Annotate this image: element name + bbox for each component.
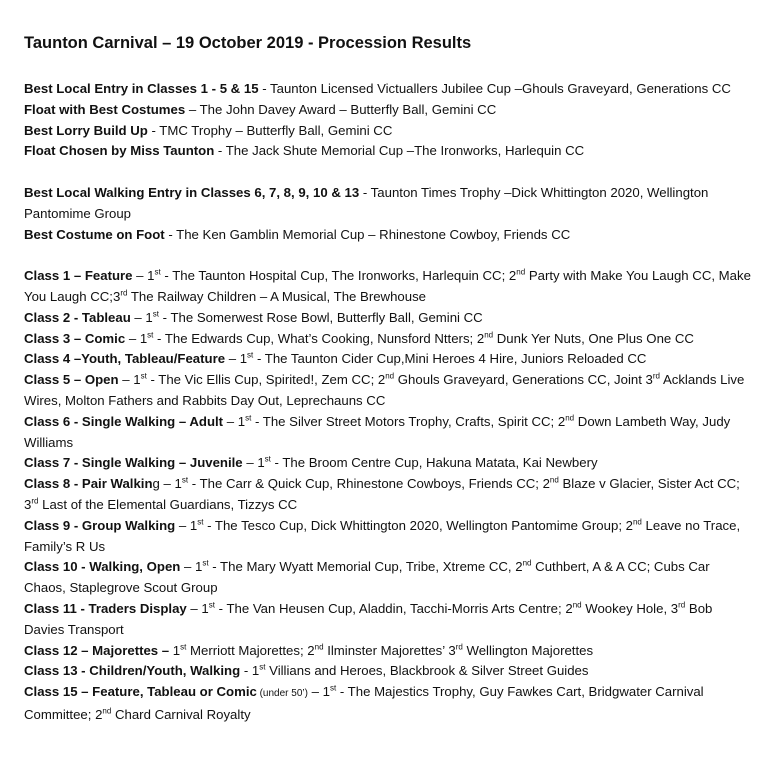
award-label: Float with Best Costumes bbox=[24, 101, 186, 117]
label-trailing-letter: g bbox=[152, 476, 160, 492]
result-text: – 1 bbox=[180, 559, 203, 575]
ordinal-suffix: nd bbox=[385, 371, 395, 381]
result-text: Chard Carnival Royalty bbox=[111, 706, 251, 722]
class-entry bbox=[24, 557, 752, 599]
result-text: Dunk Yer Nuts, One Plus One CC bbox=[493, 330, 694, 346]
class-entry bbox=[24, 329, 752, 350]
result-text: – 1 bbox=[223, 413, 246, 429]
result-text: Wookey Hole, 3 bbox=[581, 600, 679, 616]
class-entry bbox=[24, 682, 752, 726]
award-text: - The Ken Gamblin Memorial Cup – Rhinestone Cowboy, Friends CC bbox=[164, 226, 571, 242]
result-text: – 1 bbox=[225, 351, 248, 367]
result-text: Party with Make You Laugh CC, Make You Laugh CC;3 bbox=[24, 268, 751, 304]
ordinal-suffix: nd bbox=[314, 642, 324, 652]
result-text: – 1 bbox=[118, 372, 141, 388]
result-text: 1 bbox=[169, 642, 181, 658]
result-text: – 1 bbox=[307, 684, 330, 700]
document-title: Taunton Carnival – 19 October 2019 - Procession Results bbox=[24, 34, 472, 52]
ordinal-suffix: st bbox=[197, 517, 204, 527]
award-text: - TMC Trophy – Butterfly Ball, Gemini CC bbox=[147, 122, 393, 138]
award-entry bbox=[24, 141, 752, 162]
class-label: Class 3 – Comic bbox=[24, 330, 126, 346]
ordinal-suffix: nd bbox=[565, 413, 575, 423]
class-label: Class 2 - Tableau bbox=[24, 309, 131, 325]
result-text: Villians and Heroes, Blackbrook & Silver Street Guides bbox=[265, 663, 589, 679]
ordinal-suffix: st bbox=[264, 454, 271, 464]
ordinal-suffix: st bbox=[245, 413, 252, 423]
class-label: Class 6 - Single Walking – Adult bbox=[24, 413, 224, 429]
ordinal-suffix: nd bbox=[522, 558, 532, 568]
class-label: Class 7 - Single Walking – Juvenile bbox=[24, 455, 243, 471]
class-entry bbox=[24, 266, 752, 308]
ordinal-suffix: rd bbox=[31, 496, 39, 506]
class-size-note: (under 50’) bbox=[256, 688, 308, 700]
result-text: – 1 bbox=[186, 600, 209, 616]
result-text: Bob Davies Transport bbox=[24, 600, 713, 637]
result-text: - The Mary Wyatt Memorial Cup, Tribe, Xtreme CC, 2 bbox=[208, 559, 523, 575]
class-entry bbox=[24, 599, 752, 641]
class-entry bbox=[24, 516, 752, 558]
award-entry bbox=[24, 100, 752, 121]
award-label: Best Local Walking Entry in Classes 6, 7, 8, 9, 10 & 13 bbox=[24, 184, 360, 200]
ordinal-suffix: st bbox=[329, 683, 337, 693]
result-text: – 1 bbox=[130, 309, 153, 325]
ordinal-suffix: st bbox=[208, 600, 215, 610]
class-label: Class 5 – Open bbox=[24, 372, 119, 388]
result-text: - The Taunton Hospital Cup, The Ironworks, Harlequin CC; 2 bbox=[160, 268, 517, 284]
ordinal-suffix: rd bbox=[455, 642, 463, 652]
class-label: Class 8 - Pair Walkin bbox=[24, 476, 153, 492]
result-text: - The Majestics Trophy, Guy Fawkes Cart, Bridgwater Carnival Committee; 2 bbox=[24, 684, 704, 722]
award-text: - Taunton Times Trophy –Dick Whittington 2020, Wellington Pantomime Group bbox=[24, 184, 709, 221]
result-text: – 1 bbox=[125, 330, 148, 346]
class-label: Class 9 - Group Walking bbox=[24, 517, 176, 533]
ordinal-suffix: nd bbox=[549, 475, 559, 485]
award-entry bbox=[24, 121, 752, 142]
result-text: – 1 bbox=[159, 476, 182, 492]
award-text: - The Jack Shute Memorial Cup –The Ironworks, Harlequin CC bbox=[214, 143, 585, 159]
result-text: – 1 bbox=[175, 517, 198, 533]
result-text: Blaze v Glacier, Sister Act CC; 3 bbox=[24, 476, 740, 512]
ordinal-suffix: nd bbox=[572, 600, 582, 610]
ordinal-suffix: st bbox=[152, 309, 159, 319]
result-text: – 1 bbox=[132, 268, 155, 284]
ordinal-suffix: st bbox=[154, 267, 161, 277]
section-gap bbox=[24, 245, 752, 266]
class-label: Class 13 - Children/Youth, Walking bbox=[24, 663, 241, 679]
ordinal-suffix: st bbox=[181, 475, 189, 485]
ordinal-suffix: rd bbox=[120, 288, 128, 298]
class-entry bbox=[24, 661, 752, 682]
class-label: Class 4 –Youth, Tableau/Feature bbox=[24, 351, 226, 367]
ordinal-suffix: st bbox=[259, 662, 266, 672]
ordinal-suffix: st bbox=[180, 642, 187, 652]
class-label: Class 11 - Traders Display bbox=[24, 600, 187, 616]
class-label: Class 1 – Feature bbox=[24, 268, 133, 284]
ordinal-suffix: st bbox=[140, 371, 147, 381]
class-label: Class 10 - Walking, Open bbox=[24, 559, 181, 575]
award-label: Best Costume on Foot bbox=[24, 226, 165, 242]
ordinal-suffix: st bbox=[247, 350, 254, 360]
result-text: Ilminster Majorettes’ 3 bbox=[323, 642, 456, 658]
result-text: Leave no Trace, Family’s R Us bbox=[24, 517, 741, 554]
result-text: - 1 bbox=[240, 663, 260, 679]
class-entry bbox=[24, 412, 752, 454]
award-label: Best Lorry Build Up bbox=[24, 122, 148, 138]
class-label: Class 12 – Majorettes – bbox=[24, 642, 170, 658]
result-text: - The Carr & Quick Cup, Rhinestone Cowboys, Friends CC; 2 bbox=[188, 476, 550, 492]
result-text: - The Broom Centre Cup, Hakuna Matata, Kai Newbery bbox=[270, 455, 598, 471]
award-text: - Taunton Licensed Victuallers Jubilee Cup –Ghouls Graveyard, Generations CC bbox=[258, 81, 731, 96]
result-text: - The Somerwest Rose Bowl, Butterfly Ball, Gemini CC bbox=[159, 309, 483, 325]
result-text: - The Edwards Cup, What’s Cooking, Nunsford Ntters; 2 bbox=[153, 330, 485, 346]
class-entry bbox=[24, 641, 752, 662]
ordinal-suffix: nd bbox=[102, 706, 112, 716]
result-text: Merriott Majorettes; 2 bbox=[186, 642, 315, 658]
class-entry bbox=[24, 474, 752, 516]
award-text: – The John Davey Award – Butterfly Ball, Gemini CC bbox=[185, 101, 497, 117]
class-entry bbox=[24, 349, 752, 370]
award-entry bbox=[24, 183, 752, 225]
result-text: - The Tesco Cup, Dick Whittington 2020, Wellington Pantomime Group; 2 bbox=[203, 517, 633, 533]
ordinal-suffix: st bbox=[147, 330, 154, 340]
class-entry bbox=[24, 370, 752, 412]
result-text: – 1 bbox=[242, 455, 265, 471]
section-gap bbox=[24, 162, 752, 183]
award-entry bbox=[24, 225, 752, 246]
result-text: - The Vic Ellis Cup, Spirited!, Zem CC; 2 bbox=[146, 372, 386, 388]
result-text: Down Lambeth Way, Judy Williams bbox=[24, 413, 731, 450]
result-text: Acklands Live Wires, Molton Fathers and Rabbits Day Out, Leprechauns CC bbox=[24, 372, 745, 408]
class-entry bbox=[24, 308, 752, 329]
result-text: Ghouls Graveyard, Generations CC, Joint 3 bbox=[394, 372, 653, 388]
award-label: Best Local Entry in Classes 1 - 5 & 15 bbox=[24, 81, 259, 96]
class-entry bbox=[24, 453, 752, 474]
result-text: Cuthbert, A & A CC; Cubs Car Chaos, Staplegrove Scout Group bbox=[24, 559, 710, 596]
award-label: Float Chosen by Miss Taunton bbox=[24, 143, 215, 159]
result-text: Last of the Elemental Guardians, Tizzys CC bbox=[38, 496, 298, 512]
ordinal-suffix: nd bbox=[516, 267, 526, 277]
ordinal-suffix: rd bbox=[678, 600, 686, 610]
award-entry bbox=[24, 79, 752, 100]
result-text: Wellington Majorettes bbox=[462, 642, 594, 658]
result-text: - The Taunton Cider Cup,Mini Heroes 4 Hire, Juniors Reloaded CC bbox=[253, 351, 647, 367]
results-list bbox=[24, 79, 752, 726]
ordinal-suffix: nd bbox=[632, 517, 642, 527]
ordinal-suffix: nd bbox=[484, 330, 494, 340]
result-text: - The Silver Street Motors Trophy, Crafts, Spirit CC; 2 bbox=[251, 413, 566, 429]
class-label: Class 15 – Feature, Tableau or Comic bbox=[24, 684, 257, 700]
result-text: The Railway Children – A Musical, The Brewhouse bbox=[127, 288, 427, 304]
result-text: - The Van Heusen Cup, Aladdin, Tacchi-Morris Arts Centre; 2 bbox=[214, 600, 573, 616]
ordinal-suffix: rd bbox=[652, 371, 661, 381]
ordinal-suffix: st bbox=[202, 558, 209, 568]
